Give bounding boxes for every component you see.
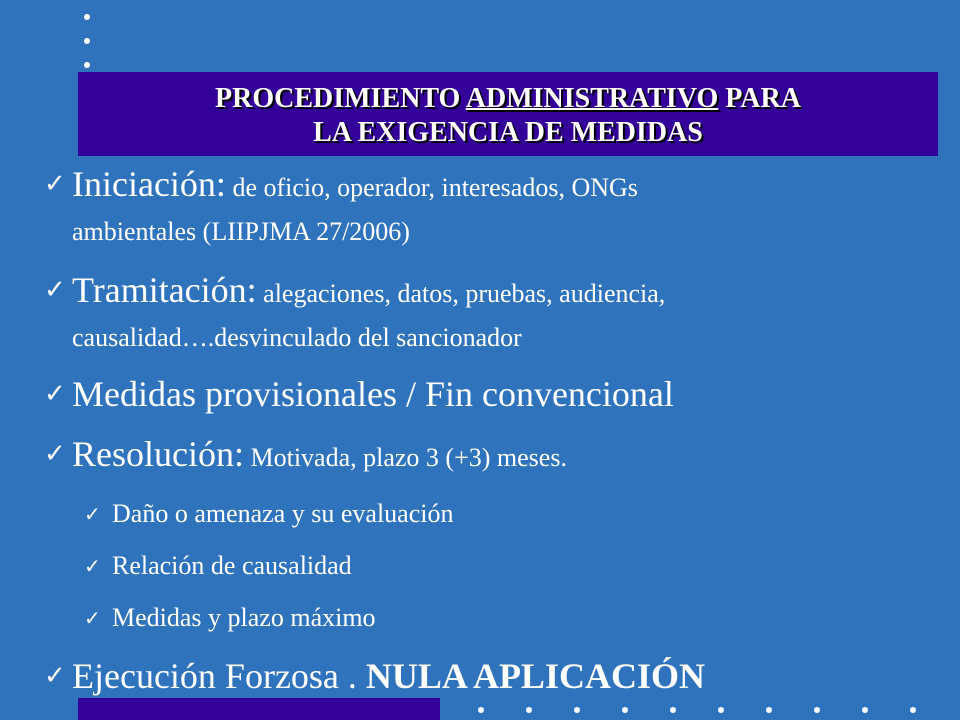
- item-lead: Resolución:: [72, 434, 244, 474]
- item-lead: Iniciación:: [72, 164, 226, 204]
- dot: [814, 707, 820, 713]
- decorative-dots-horizontal: [470, 704, 950, 716]
- title-underlined-word: ADMINISTRATIVO: [465, 83, 719, 114]
- item-detail: de oficio, operador, interesados, ONGs: [225, 173, 638, 202]
- item-lead: Ejecución Forzosa .: [72, 656, 366, 696]
- decorative-dots-vertical: [84, 8, 94, 74]
- sub-list-item: [84, 550, 352, 582]
- list-item-text: [72, 656, 705, 696]
- dot: [910, 707, 916, 713]
- dot: [670, 707, 676, 713]
- list-item-text: [72, 434, 567, 478]
- list-item: [44, 656, 705, 696]
- list-item: [44, 434, 567, 478]
- checkmark-icon: ✓: [44, 169, 66, 199]
- sub-list-item: [84, 498, 453, 530]
- item-detail: ambientales (LIIPJMA 27/2006): [72, 217, 410, 246]
- checkmark-icon: ✓: [44, 275, 66, 305]
- title-line-1: [78, 82, 938, 116]
- dot: [766, 707, 772, 713]
- checkmark-icon: ✓: [84, 554, 101, 578]
- item-emphasis: NULA APLICACIÓN: [365, 656, 705, 696]
- dot: [84, 38, 90, 44]
- list-item: [44, 270, 665, 358]
- dot: [622, 707, 628, 713]
- list-item: [44, 374, 674, 414]
- checkmark-icon: ✓: [44, 439, 66, 469]
- slide-title: [78, 82, 938, 150]
- dot: [478, 707, 484, 713]
- dot: [718, 707, 724, 713]
- sub-list-item-text: Relación de causalidad: [112, 551, 352, 580]
- dot: [862, 707, 868, 713]
- bottom-band: [78, 698, 440, 720]
- list-item: [44, 164, 638, 252]
- item-lead: Tramitación:: [72, 270, 257, 310]
- list-item-text: [72, 270, 665, 358]
- sub-list-item-text: Medidas y plazo máximo: [112, 603, 376, 632]
- list-item-text: Medidas provisionales / Fin convencional: [72, 374, 674, 414]
- sub-list-item: [84, 602, 376, 634]
- item-detail: alegaciones, datos, pruebas, audiencia,: [256, 279, 666, 308]
- title-line-2: LA EXIGENCIA DE MEDIDAS: [313, 117, 703, 148]
- dot: [84, 62, 90, 68]
- item-detail: causalidad….desvinculado del sancionador: [72, 323, 522, 352]
- checkmark-icon: ✓: [44, 379, 66, 409]
- title-text: PROCEDIMIENTO: [215, 83, 466, 114]
- dot: [526, 707, 532, 713]
- checkmark-icon: ✓: [84, 502, 101, 526]
- sub-list-item-text: Daño o amenaza y su evaluación: [112, 499, 454, 528]
- dot: [574, 707, 580, 713]
- dot: [84, 14, 90, 20]
- list-item-text: [72, 164, 638, 252]
- item-detail: Motivada, plazo 3 (+3) meses.: [243, 443, 567, 472]
- checkmark-icon: ✓: [44, 661, 66, 691]
- checkmark-icon: ✓: [84, 606, 101, 630]
- title-text: PARA: [718, 83, 801, 114]
